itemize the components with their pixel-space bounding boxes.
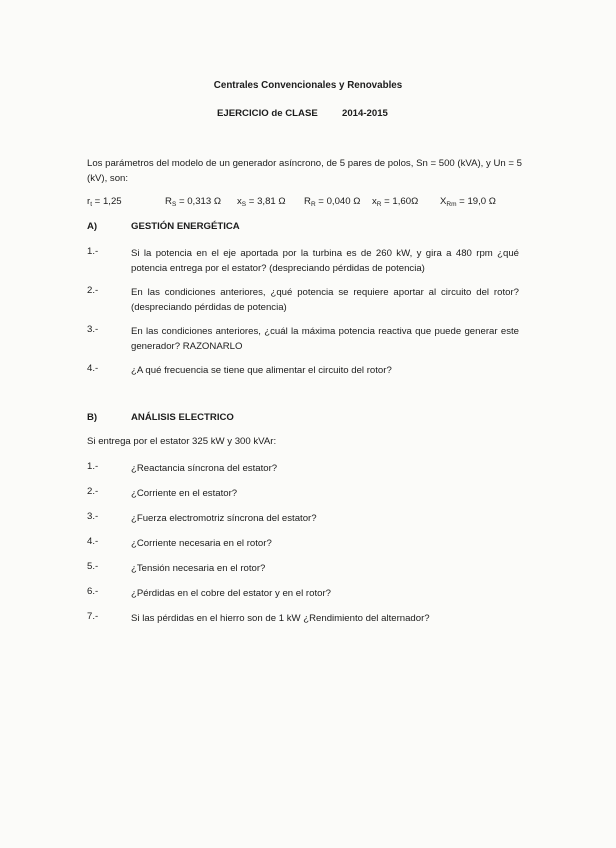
param-xrm: $X_{Rm} = 19,0$ Ω [440, 196, 496, 208]
section-b-letter: B) [87, 412, 98, 423]
section-b-q2-text: ¿Corriente en el estator? [131, 488, 238, 499]
section-b-q4-number: 4.- [87, 536, 99, 547]
param-xr: $x_R = 1,60\Omega$ [372, 196, 419, 208]
section-b-q7-number: 7.- [87, 611, 99, 622]
section-b-q7-text: Si las pérdidas en el hierro son de 1 kW ¿Rendimiento del alternador? [131, 613, 430, 624]
param-rs: $R_S = 0,313$ Ω [165, 196, 222, 208]
section-b-q6-text: ¿Pérdidas en el cobre del estator y en el rotor? [131, 588, 331, 599]
section-b-title: ANÁLISIS ELECTRICO [131, 412, 234, 423]
section-b-q1-text: ¿Reactancia síncrona del estator? [131, 463, 278, 474]
section-a-q3-text: En las condiciones anteriores, ¿cuál la máxima potencia reactiva que puede generar este generador? RAZONARLO [131, 326, 519, 352]
section-a-q1-text: Si la potencia en el eje aportada por la turbina es de 260 kW, y gira a 480 rpm ¿qué potencia entrega por el estator? (despreciando pérdidas de potencia) [131, 248, 519, 274]
section-b-q3-text: ¿Fuerza electromotriz síncrona del estator? [131, 513, 317, 524]
section-b-q1-number: 1.- [87, 461, 99, 472]
section-b-q2-number: 2.- [87, 486, 99, 497]
section-b-intro: Si entrega por el estator 325 kW y 300 kVAr: [87, 436, 277, 447]
section-b-q3-number: 3.- [87, 511, 99, 522]
section-a-q4-number: 4.- [87, 363, 99, 374]
section-b-q5-number: 5.- [87, 561, 99, 572]
section-a-letter: A) [87, 221, 98, 232]
section-a-q2-text: En las condiciones anteriores, ¿qué potencia se requiere aportar al circuito del rotor? (despreciando pérdidas de potencia) [131, 287, 519, 313]
section-a-q3-number: 3.- [87, 324, 99, 335]
course-title: Centrales Convencionales y Renovables [213, 80, 403, 91]
section-b-q4-text: ¿Corriente necesaria en el rotor? [131, 538, 272, 549]
section-b-q5-text: ¿Tensión necesaria en el rotor? [131, 563, 266, 574]
section-a-q2-number: 2.- [87, 285, 99, 296]
section-a-q1-number: 1.- [87, 246, 99, 257]
section-a-title: GESTIÓN ENERGÉTICA [131, 221, 240, 232]
section-a-q4-text: ¿A qué frecuencia se tiene que alimentar el circuito del rotor? [131, 365, 392, 376]
param-xs: $x_S = 3,81$ Ω [237, 196, 286, 208]
section-b-q6-number: 6.- [87, 586, 99, 597]
param-rt: $r_t = 1,25$ [87, 196, 122, 208]
exercise-label: EJERCICIO de CLASE [217, 108, 318, 119]
academic-year: 2014-2015 [342, 108, 388, 119]
param-rr: $R_R = 0,040$ Ω [304, 196, 361, 208]
intro-paragraph: Los parámetros del modelo de un generador asíncrono, de 5 pares de polos, Sn = 500 (kVA), y Un = 5 (kV), son: [87, 158, 523, 184]
